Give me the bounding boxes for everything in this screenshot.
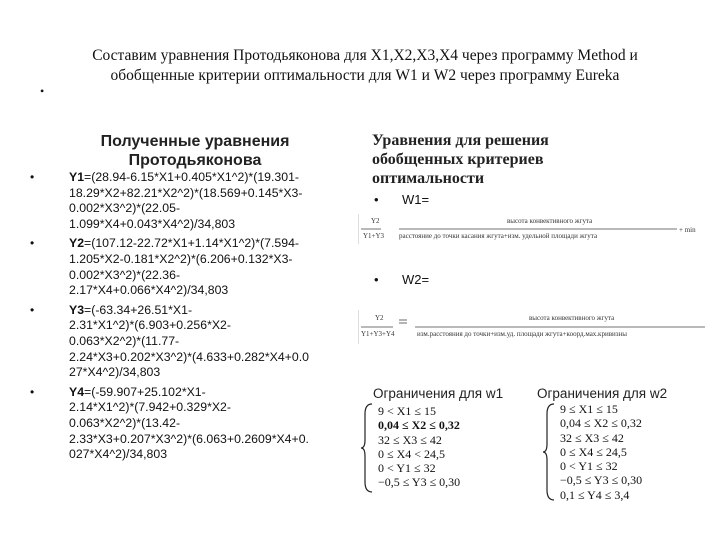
left-brace-icon [542, 402, 556, 502]
bullet-icon: • [30, 302, 35, 317]
constraint-line: 0,04 ≤ X2 ≤ 0,32 [378, 418, 460, 433]
equation-item [30, 385, 350, 463]
constraint-line: 32 ≤ X3 ≤ 42 [560, 430, 624, 445]
w2-den-right: изм.расстояния до точки+изм.уд. площади жгута+коорд.мах.кривизны [417, 330, 627, 338]
equation-line: 1.205*X2-0.181*X2^2)*(6.206+0.132*X3- [69, 251, 293, 266]
equation-line: =(-63.34+26.51*X1- [84, 302, 193, 317]
equation-line: 2.33*X3+0.207*X3^2)*(6.063+0.2609*X4+0. [69, 431, 309, 446]
equation-line: 18.29*X2+82.21*X2^2)*(18.569+0.145*X3- [69, 185, 303, 200]
w1-formula-image [358, 214, 711, 244]
title-line-2: обобщенные критерии оптимальности для W1 и W2 через программу Eureka [110, 67, 620, 84]
right-heading-line-3: оптимальности [372, 170, 485, 187]
constraint-line: −0,5 ≤ Y3 ≤ 0,30 [560, 473, 643, 488]
equation-item [30, 303, 350, 381]
constraint-line: 0 < Y1 ≤ 32 [560, 459, 618, 474]
w1-label [374, 192, 429, 207]
right-column-heading [372, 131, 602, 188]
equation-label: Y2 [69, 236, 85, 251]
equation-line: 2.31*X1^2)*(6.903+0.256*X2- [69, 318, 231, 333]
w1-label-text: W1= [402, 192, 430, 207]
right-heading-line-1: Уравнения для решения [372, 132, 549, 149]
bullet-icon: • [30, 170, 35, 184]
w1-suffix: + min [679, 226, 696, 234]
w1-num-left: Y2 [371, 217, 380, 225]
w1-den-left: Y1+Y3 [363, 232, 385, 240]
equation-item [30, 236, 350, 298]
constraints-w2-title: Ограничения для w2 [537, 386, 668, 401]
equation-line: =(28.94-6.15*X1+0.405*X1^2)*(19.301- [84, 170, 300, 184]
w2-num-left: Y2 [375, 314, 384, 322]
equation-line: 0.002*X3^2)*(22.05- [69, 201, 181, 216]
left-heading-line-2: Протодьяконова [128, 152, 262, 169]
equation-item [30, 170, 350, 232]
constraint-line: 0 < Y1 ≤ 32 [378, 461, 436, 476]
constraint-line: 9 < X1 ≤ 15 [378, 404, 437, 418]
title-line-1: Составим уравнения Протодьяконова для X1,X2,X3,X4 через программу Method и [92, 47, 638, 64]
w1-den-right: расстояние до точки касания жгута+изм. удельной площади жгута [399, 232, 598, 240]
constraint-line: 9 ≤ X1 ≤ 15 [560, 402, 618, 416]
equation-line: 0.063*X2^2)*(11.77- [69, 333, 180, 348]
bullet-icon: • [30, 236, 35, 251]
w2-label-text: W2= [402, 272, 430, 287]
equation-line: 027*X4^2)/34,803 [69, 447, 168, 462]
equation-line: 2.24*X3+0.202*X3^2)*(4.633+0.282*X4+0.0 [69, 349, 309, 364]
constraints-w1-block [360, 402, 490, 494]
constraint-line: 32 ≤ X3 ≤ 42 [378, 432, 442, 447]
stray-bullet-dot: • [40, 84, 45, 98]
left-heading-line-1: Полученные уравнения [100, 133, 290, 150]
equation-line: 2.14*X1^2)*(7.942+0.329*X2- [69, 400, 231, 415]
constraint-line: 0 ≤ X4 < 24,5 [378, 446, 446, 461]
equations-list [30, 170, 350, 467]
equation-line: 0.002*X3^2)*(22.36- [69, 267, 181, 282]
bullet-icon: • [374, 272, 379, 287]
equation-line: 2.17*X4+0.066*X4^2)/34,803 [69, 283, 229, 298]
constraint-line: −0,5 ≤ Y3 ≤ 0,30 [378, 475, 461, 490]
constraint-line: 0 ≤ X4 ≤ 24,5 [560, 444, 627, 459]
left-brace-icon [360, 402, 374, 494]
constraints-w1-title: Ограничения для w1 [373, 386, 504, 401]
equation-label: Y1 [69, 170, 85, 184]
w2-label [374, 272, 429, 287]
w2-den-left: Y1+Y3+Y4 [361, 330, 395, 338]
bullet-icon: • [374, 192, 379, 207]
w2-num-right: высота конвективного жгута [529, 314, 615, 322]
constraints-w2-lines [560, 402, 642, 502]
equation-line: 0.063*X2^2)*(13.42- [69, 415, 181, 430]
w2-formula-image [358, 310, 711, 344]
w1-num-right: высота конвективного жгута [507, 217, 593, 225]
equation-line: =(-59.907+25.102*X1- [84, 384, 206, 399]
equation-line: 27*X4^2)/34,803 [69, 365, 161, 380]
equation-line: =(107.12-22.72*X1+1.14*X1^2)*(7.594- [84, 236, 300, 251]
equation-label: Y4 [69, 384, 85, 399]
left-column-heading [80, 132, 310, 170]
constraints-w1-lines [378, 404, 460, 490]
bullet-icon: • [30, 384, 35, 399]
constraints-w2-block [542, 402, 692, 502]
slide-title [60, 46, 670, 86]
equation-line: 1.099*X4+0.043*X4^2)/34,803 [69, 216, 236, 231]
constraint-line: 0,1 ≤ Y4 ≤ 3,4 [560, 487, 630, 502]
constraint-line: 0,04 ≤ X2 ≤ 0,32 [560, 416, 642, 431]
equation-label: Y3 [69, 302, 85, 317]
right-heading-line-2: обобщенных критериев [372, 151, 544, 168]
